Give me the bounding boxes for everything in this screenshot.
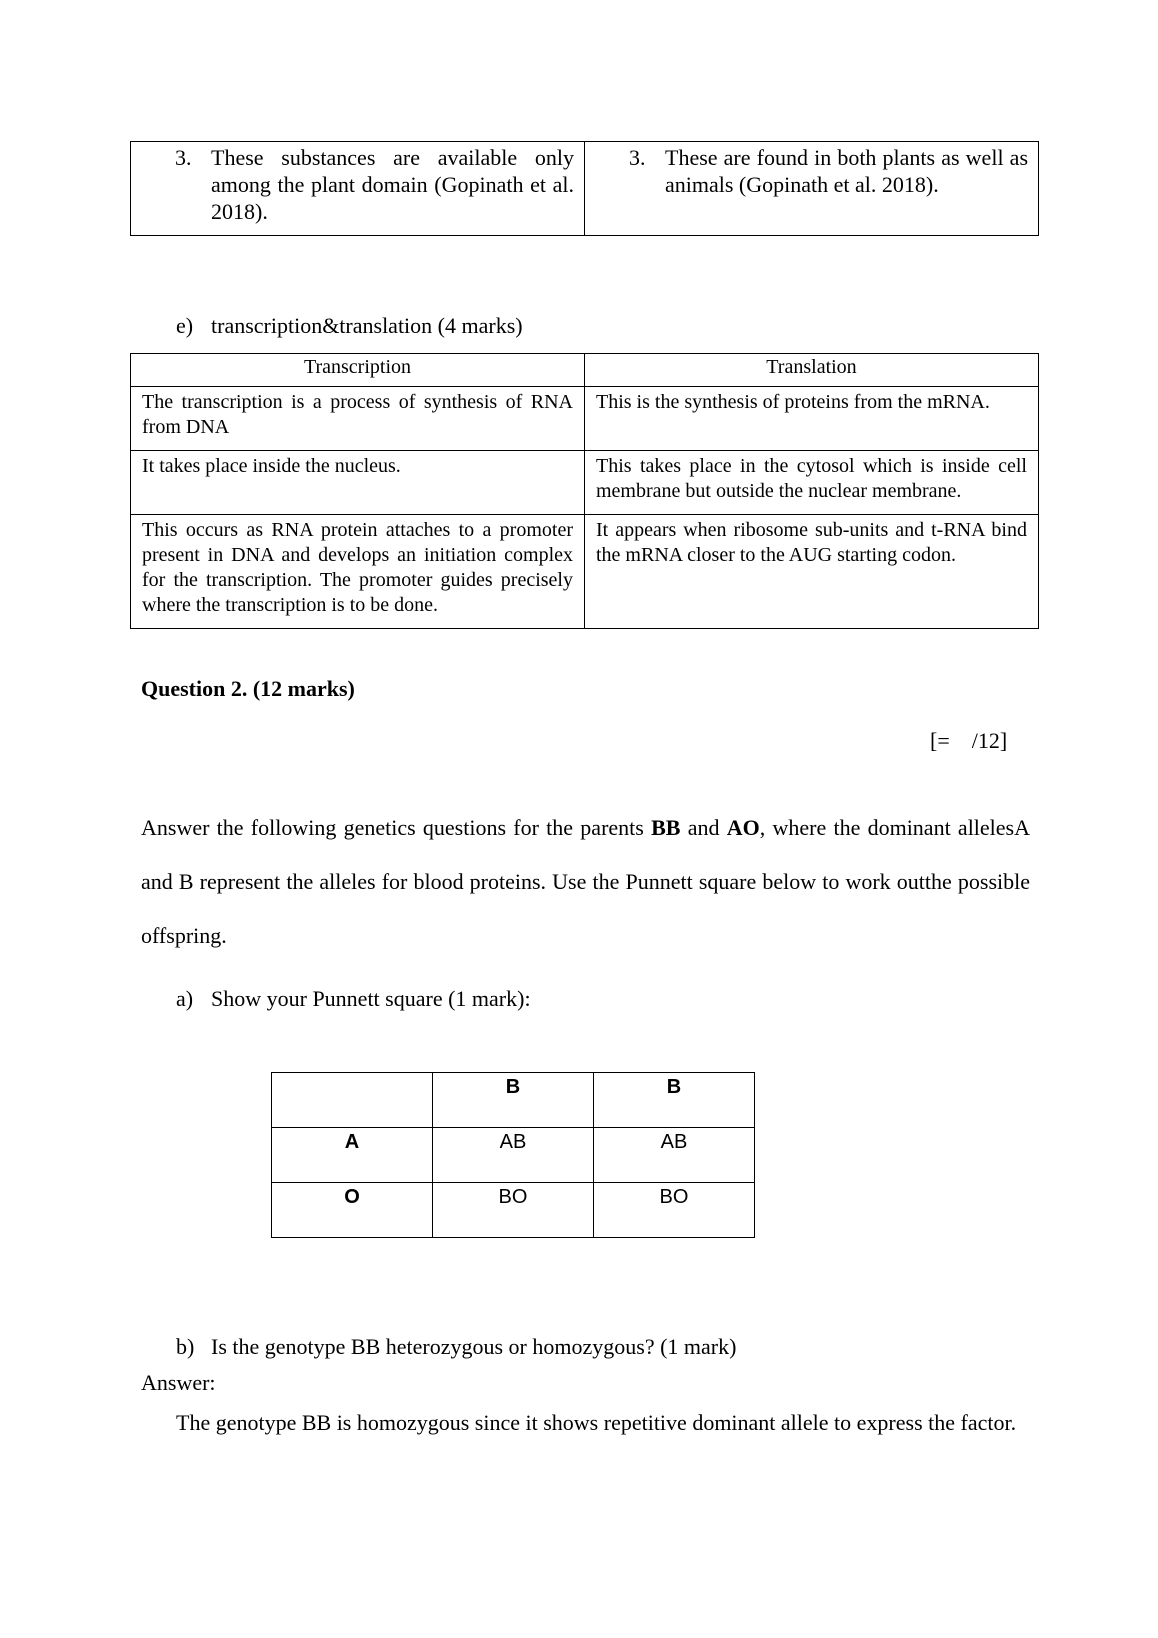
- table-cell-right: [585, 142, 1039, 236]
- column-header: Translation: [585, 354, 1039, 387]
- item-text: Is the genotype BB heterozygous or homozygous? (1 mark): [211, 1334, 737, 1359]
- punnett-cell: BO: [433, 1183, 594, 1238]
- parent-genotype-1: BB: [651, 815, 681, 840]
- score-box: [= /12]: [930, 728, 1008, 753]
- table-header-row: [131, 354, 1039, 387]
- table-cell: It appears when ribosome sub-units and t-RNA bind the mRNA closer to the AUG starting codon.: [585, 515, 1039, 629]
- table-cell-left: [131, 142, 585, 236]
- transcription-translation-table: [130, 353, 1039, 629]
- intro-text: and: [680, 815, 727, 840]
- list-text: These are found in both plants as well as animals (Gopinath et al. 2018).: [665, 145, 1028, 197]
- item-label: e): [176, 313, 194, 338]
- parent-genotype-2: AO: [726, 815, 760, 840]
- table-row: [272, 1128, 755, 1183]
- answer-label: Answer:: [141, 1370, 216, 1395]
- question-2-title: Question 2. (12 marks): [141, 676, 355, 701]
- column-header: Transcription: [131, 354, 585, 387]
- punnett-header-cell: B: [433, 1073, 594, 1128]
- comparison-table-continued: [130, 141, 1039, 236]
- item-b-heading: [176, 1333, 736, 1360]
- list-number: 3.: [175, 145, 192, 170]
- punnett-square: [271, 1072, 755, 1238]
- punnett-header-cell: B: [594, 1073, 755, 1128]
- list-text: These substances are available only among the plant domain (Gopinath et al. 2018).: [211, 145, 574, 224]
- item-e-heading: [176, 312, 523, 339]
- question-2-intro: [141, 801, 1030, 963]
- intro-text: , where the dominant allelesA and B represent the alleles for blood proteins. Use the Punnett square below to work outthe possible offspring.: [141, 815, 1031, 948]
- table-cell: The transcription is a process of synthesis of RNA from DNA: [131, 387, 585, 451]
- table-row: [131, 451, 1039, 515]
- table-cell: It takes place inside the nucleus.: [131, 451, 585, 515]
- table-row: [131, 142, 1039, 236]
- table-cell: This is the synthesis of proteins from the mRNA.: [585, 387, 1039, 451]
- item-label: a): [176, 986, 194, 1011]
- table-header-row: [272, 1073, 755, 1128]
- punnett-cell: AB: [433, 1128, 594, 1183]
- item-text: transcription&translation (4 marks): [211, 313, 523, 338]
- table-row: [131, 387, 1039, 451]
- punnett-cell: AB: [594, 1128, 755, 1183]
- punnett-row-allele: A: [272, 1128, 433, 1183]
- punnett-corner-cell: [272, 1073, 433, 1128]
- intro-text: Answer the following genetics questions for the parents: [141, 815, 652, 840]
- list-number: 3.: [629, 145, 646, 170]
- item-a-heading: [176, 985, 531, 1012]
- table-cell: This takes place in the cytosol which is inside cell membrane but outside the nuclear membrane.: [585, 451, 1039, 515]
- item-text: Show your Punnett square (1 mark):: [211, 986, 531, 1011]
- punnett-cell: BO: [594, 1183, 755, 1238]
- punnett-row-allele: O: [272, 1183, 433, 1238]
- item-label: b): [176, 1334, 195, 1359]
- table-row: [131, 515, 1039, 629]
- table-cell: This occurs as RNA protein attaches to a promoter present in DNA and develops an initiation complex for the transcription. The promoter guides precisely where the transcription is to be done.: [131, 515, 585, 629]
- answer-text: The genotype BB is homozygous since it shows repetitive dominant allele to express the factor.: [176, 1410, 1017, 1435]
- table-row: [272, 1183, 755, 1238]
